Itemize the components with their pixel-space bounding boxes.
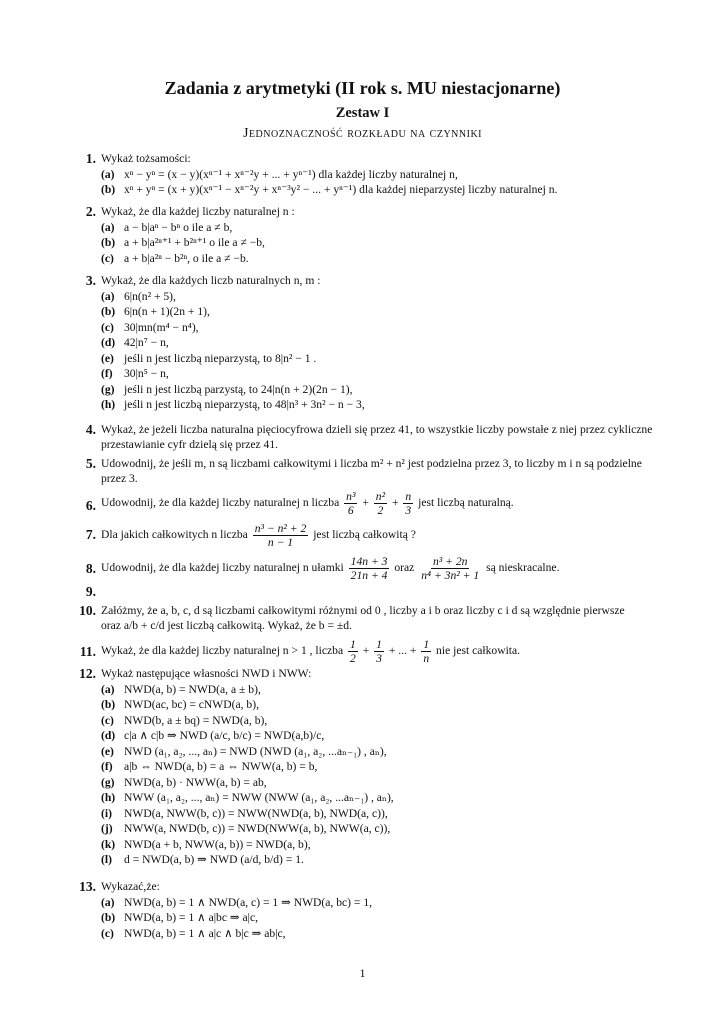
list-item [101,852,657,868]
item-label: (k) [101,837,116,851]
list-item [101,382,657,398]
list-item [101,697,657,713]
item-label: (b) [101,236,116,249]
problem-2 [72,205,657,266]
item-text: 30|mn(m⁴ − n⁴), [124,320,199,334]
item-text: NWD(a, b) · NWW(a, b) = ab, [124,775,267,789]
item-label: (j) [101,822,113,835]
item-text: a − b|aⁿ − bⁿ o ile a ≠ b, [124,220,233,234]
item-text: NWW(a, NWD(b, c)) = NWD(NWW(a, b), NWW(a, c)), [124,822,391,835]
text-mid: oraz [394,561,415,575]
text-after: są nieskracalne. [486,561,560,575]
item-text: NWD(ac, bc) = cNWD(a, b), [124,698,259,711]
item-label: (b) [101,183,116,196]
problem-number: 9. [85,584,96,599]
list-item [101,366,657,382]
text-after: jest liczbą całkowitą ? [313,528,416,542]
item-label: (f) [101,760,113,773]
problem-number: 6. [85,498,96,513]
list-item [101,775,657,791]
problem-number: 7. [85,527,96,542]
problem-items [101,220,657,267]
problem-text [101,555,657,582]
problem-text: Wykaż, że dla każdej liczby naturalnej n : [101,205,295,218]
item-label: (e) [101,744,114,758]
item-text: 30|n⁵ − n, [124,367,169,380]
item-text: 6|n(n² + 5), [124,289,176,303]
item-label: (d) [101,336,116,349]
text-before: Udowodnij, że dla każdej liczby naturalnej n liczba [101,496,340,510]
page-number: 1 [359,966,366,980]
problem-items [101,682,657,868]
problem-number: 5. [85,456,96,471]
list-item [101,837,657,853]
list-item [101,926,657,942]
text-before: Wykaż, że dla każdej liczby naturalnej n > 1 , liczba [101,644,344,658]
list-item [101,335,657,351]
item-text: NWD(a, b) = NWD(a, a ± b), [124,682,261,696]
problem-text: Wykaż, że jeżeli liczba naturalna pięciocyfrowa dzieli się przez 41, to wszystkie liczby powstałe z niej przez cykliczne przestawianie cyfr dzielą się przez 41. [101,423,653,451]
item-label: (i) [101,806,112,820]
problem-6 [72,490,657,517]
problem-number: 13. [79,879,96,894]
text-after: jest liczbą naturalną. [418,496,514,510]
problem-number: 4. [85,422,96,437]
problem-number: 11. [79,644,96,659]
problem-number: 8. [85,561,96,576]
problem-number: 2. [85,204,96,219]
problem-number: 1. [85,151,96,166]
problem-text: Wykaż, że dla każdej liczby naturalnej n > 1 , liczba $\frac{1}{2}$ + $\frac{1}{3}$ + ... + $\frac{1}{n}$ nie jest całkowita. [101,638,521,665]
list-item [101,821,657,837]
problem-number: 12. [79,666,96,681]
item-text: jeśli n jest liczbą parzystą, to 24|n(n + 2)(2n − 1), [124,382,353,396]
item-label: (c) [101,926,114,940]
item-label: (h) [101,791,116,804]
fraction: $\frac{1}{n}$ [423,638,430,665]
problem-text: Wykazać,że: [101,880,160,893]
list-item [101,397,657,413]
problem-number: 10. [79,603,96,618]
list-item [101,790,657,806]
list-item [101,320,657,336]
item-text: 42|n⁷ − n, [124,336,169,349]
problem-1 [72,152,657,198]
item-label: (a) [101,895,115,909]
item-text: xⁿ − yⁿ = (x − y)(xⁿ⁻¹ + xⁿ⁻²y + ... + yⁿ⁻¹) dla każdej liczby naturalnej n, [124,167,458,181]
problem-8 [72,555,657,582]
section-heading: Jednoznaczność rozkładu na czynniki [243,126,482,141]
item-text: a + b|a²ⁿ⁺¹ + b²ⁿ⁺¹ o ile a ≠ −b, [124,236,265,249]
fraction: $\frac{\text{n³ + 2n}}{\text{n⁴ + 3n² + 1}}$ [421,555,480,582]
problem-text: Załóżmy, że a, b, c, d są liczbami całkowitymi różnymi od 0 , liczby a i b oraz liczby c i d są względnie pierwsze [101,604,625,617]
item-label: (b) [101,305,116,318]
problem-items [101,289,657,413]
problem-12 [72,667,657,868]
list-item [101,744,657,760]
list-item [101,351,657,367]
item-label: (c) [101,320,114,334]
item-text: jeśli n jest liczbą nieparzystą, to 8|n² − 1 . [124,351,317,365]
item-label: (a) [101,289,115,303]
fraction: $\frac{1}{2}$ [350,638,356,665]
problem-3 [72,274,657,413]
list-item [101,167,657,183]
problem-text: Udowodnij, że jeśli m, n są liczbami całkowitymi i liczba m² + n² jest podzielna przez 3, to liczby m i n są podzielne przez 3. [101,457,642,485]
item-text: NWD (a₁, a₂, ..., aₙ) = NWD (NWD (a₁, a₂, ...aₙ₋₁) , aₙ), [124,744,387,758]
item-label: (g) [101,775,115,789]
problem-items [101,895,657,942]
list-item [101,304,657,320]
list-item [101,235,657,251]
problem-7 [72,522,657,549]
item-text: d = NWD(a, b) ⇒ NWD (a/d, b/d) = 1. [124,853,304,866]
item-label: (b) [101,911,116,924]
item-label: (a) [101,220,115,234]
problem-10 [72,604,657,633]
item-text: NWD(a + b, NWW(a, b)) = NWD(a, b), [124,837,311,851]
problem-text [101,522,657,549]
fraction: $\frac{1}{3}$ [376,638,382,665]
item-label: (l) [101,853,112,866]
item-label: (a) [101,682,115,696]
document-title: Zadania z arytmetyki (II rok s. MU niestacjonarne) [164,78,561,98]
problem-text: Udowodnij, że dla każdej liczby naturalnej n liczba $\frac{\text{n³}}{6}$ + $\frac{\text{n²}}{2}$ + $\frac{n}{3}$ jest liczbą naturalną. [101,490,514,517]
item-text: a + b|a²ⁿ − b²ⁿ, o ile a ≠ −b. [124,251,249,265]
list-item [101,713,657,729]
fraction: $\frac{\text{n²}}{2}$ [375,490,386,517]
problem-13 [72,880,657,941]
item-label: (a) [101,167,115,181]
text-before: Udowodnij, że dla każdej liczby naturalnej n ułamki [101,561,344,575]
fraction: $\frac{n}{3}$ [405,490,412,517]
fraction: $\frac{\text{n³ − n² + 2}}{n - 1}$ [254,522,307,549]
item-text: c|a ∧ c|b ⇒ NWD (a/c, b/c) = NWD(a,b)/c, [124,729,325,742]
list-item [101,759,657,775]
item-label: (c) [101,713,114,727]
item-text: 6|n(n + 1)(2n + 1), [124,305,210,318]
problem-4 [72,423,657,452]
problem-text: Wykaż następujące własności NWD i NWW: [101,667,312,680]
text-after: nie jest całkowita. [436,644,521,658]
item-text: jeśli n jest liczbą nieparzystą, to 48|n³ + 3n² − n − 3, [124,398,365,411]
fraction: $\frac{14n + 3}{21n + 4}$ [350,555,388,582]
list-item [101,895,657,911]
problem-11 [72,638,657,665]
item-text: NWD(a, b) = 1 ∧ a|bc ⇒ a|c, [124,911,258,924]
item-label: (d) [101,729,116,742]
item-label: (c) [101,251,114,265]
item-label: (b) [101,698,116,711]
item-text: NWW (a₁, a₂, ..., aₙ) = NWW (NWW (a₁, a₂, ...aₙ₋₁) , aₙ), [124,791,394,804]
list-item [101,910,657,926]
item-text: xⁿ + yⁿ = (x + y)(xⁿ⁻¹ − xⁿ⁻²y + xⁿ⁻³y² − ... + yⁿ⁻¹) dla każdej nieparzystej liczby naturalnej n. [124,183,558,196]
problem-items [101,167,657,198]
list-item [101,806,657,822]
problem-text-continued: oraz a/b + c/d jest liczbą całkowitą. Wykaż, że b = ±d. [101,618,352,632]
list-item [101,220,657,236]
list-item [101,289,657,305]
document-subtitle: Zestaw I [335,105,390,121]
list-item [101,251,657,267]
text-before: Dla jakich całkowitych n liczba [101,528,248,542]
item-label: (g) [101,382,115,396]
item-text: NWD(a, NWW(b, c)) = NWW(NWD(a, b), NWD(a, c)), [124,806,388,820]
problem-5 [72,457,657,486]
list-item [101,728,657,744]
list-item [101,682,657,698]
item-text: NWD(b, a ± bq) = NWD(a, b), [124,713,268,727]
problem-text: Wykaż, że dla każdych liczb naturalnych n, m : [101,274,321,287]
problem-number: 3. [85,273,96,288]
item-text: a|b ⇔ NWD(a, b) = a ⇔ NWW(a, b) = b, [124,760,318,773]
fraction: $\frac{\text{n³}}{6}$ [346,490,356,517]
item-label: (h) [101,398,116,411]
problem-text: Wykaż tożsamości: [101,152,191,165]
item-label: (f) [101,367,113,380]
list-item [101,182,657,198]
item-text: NWD(a, b) = 1 ∧ a|c ∧ b|c ⇒ ab|c, [124,926,286,940]
item-text: NWD(a, b) = 1 ∧ NWD(a, c) = 1 ⇒ NWD(a, bc) = 1, [124,895,373,909]
item-label: (e) [101,351,114,365]
